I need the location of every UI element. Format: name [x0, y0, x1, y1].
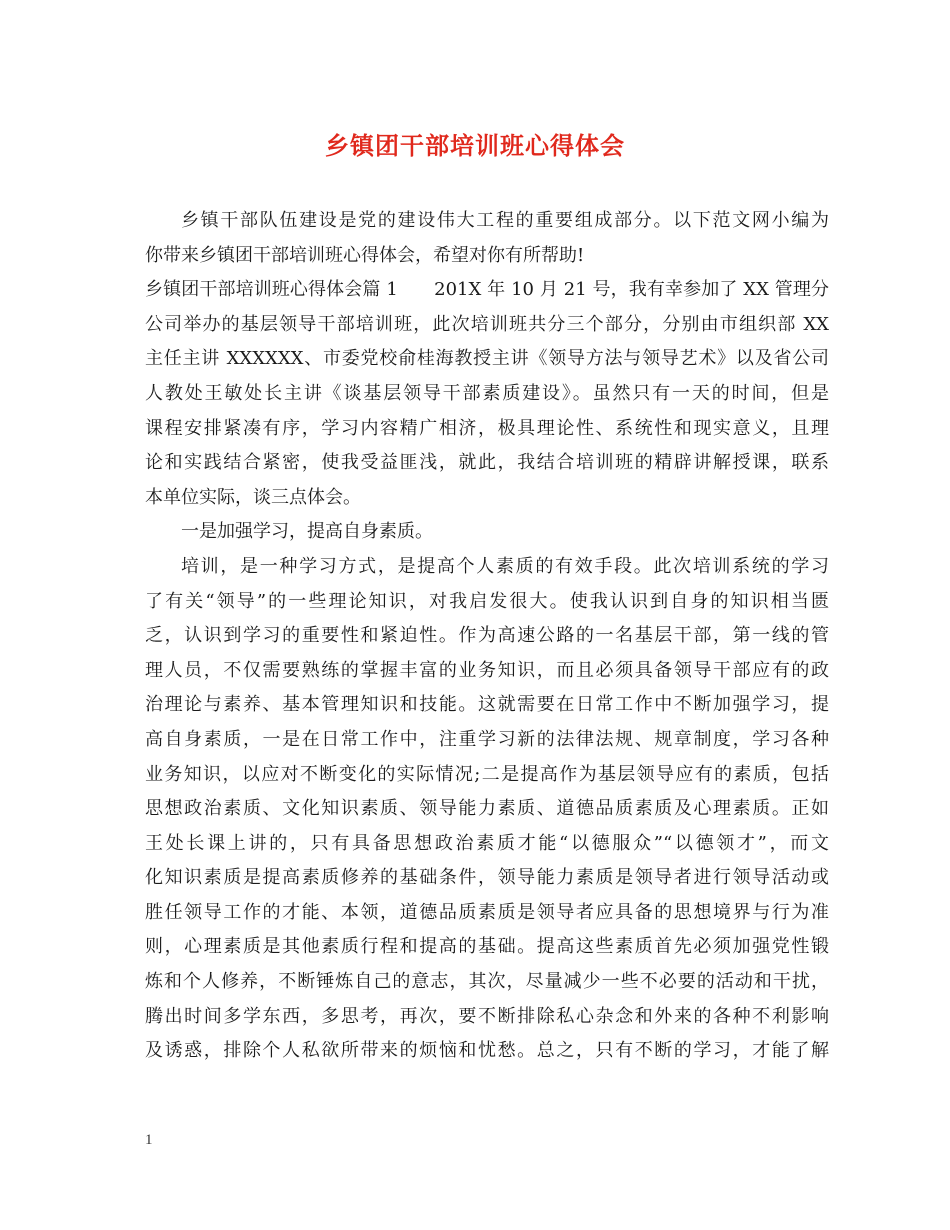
paragraph-line: 公司举办的基层领导干部培训班，此次培训班共分三个部分，分别由市组织部 XX — [145, 313, 829, 335]
paragraph-line: 腾出时间多学东西，多思考，再次，要不断排除私心杂念和外来的各种不利影响 — [145, 1005, 829, 1027]
paragraph-line: 业务知识，以应对不断变化的实际情况;二是提高作为基层领导应有的素质，包括 — [145, 763, 829, 785]
page-number: 1 — [145, 1132, 153, 1148]
paragraph-line: 论和实践结合紧密，使我受益匪浅，就此，我结合培训班的精辟讲解授课，联系 — [145, 452, 829, 474]
paragraph-line: 一是加强学习，提高自身素质。 — [181, 521, 433, 543]
paragraph-line: 高自身素质，一是在日常工作中，注重学习新的法律法规、规章制度，学习各种 — [145, 728, 829, 750]
paragraph-line: 王处长课上讲的，只有具备思想政治素质才能“以德服众”“以德领才”，而文 — [145, 832, 829, 854]
paragraph-line: 治理论与素养、基本管理知识和技能。这就需要在日常工作中不断加强学习，提 — [145, 694, 829, 716]
paragraph-line: 及诱惑，排除个人私欲所带来的烦恼和忧愁。总之，只有不断的学习，才能了解 — [145, 1040, 829, 1062]
paragraph-line: 培训，是一种学习方式，是提高个人素质的有效手段。此次培训系统的学习 — [181, 555, 829, 577]
paragraph-line: 了有关“领导”的一些理论知识，对我启发很大。使我认识到自身的知识相当匮 — [145, 590, 829, 612]
paragraph-line: 你带来乡镇团干部培训班心得体会，希望对你有所帮助! — [145, 244, 585, 266]
paragraph-line: 乡镇团干部培训班心得体会篇 1 201X 年 10 月 21 号，我有幸参加了 XX 管理分 — [145, 279, 829, 301]
paragraph-line: 乏，认识到学习的重要性和紧迫性。作为高速公路的一名基层干部，第一线的管 — [145, 625, 829, 647]
document-title: 乡镇团干部培训班心得体会 — [325, 131, 625, 160]
paragraph-line: 炼和个人修养，不断锤炼自己的意志，其次，尽量减少一些不必要的活动和干扰， — [145, 971, 829, 993]
paragraph-line: 思想政治素质、文化知识素质、领导能力素质、道德品质素质及心理素质。正如 — [145, 798, 829, 820]
paragraph-line: 主任主讲 XXXXXX、市委党校俞桂海教授主讲《领导方法与领导艺术》以及省公司 — [145, 348, 829, 370]
document-body — [145, 204, 829, 1069]
paragraph-line: 理人员，不仅需要熟练的掌握丰富的业务知识，而且必须具备领导干部应有的政 — [145, 659, 829, 681]
paragraph-line: 本单位实际，谈三点体会。 — [145, 486, 361, 508]
paragraph-line: 乡镇干部队伍建设是党的建设伟大工程的重要组成部分。以下范文网小编为 — [181, 210, 829, 231]
paragraph-line: 胜任领导工作的才能、本领，道德品质素质是领导者应具备的思想境界与行为准 — [145, 901, 829, 923]
paragraph-line: 化知识素质是提高素质修养的基础条件，领导能力素质是领导者进行领导活动或 — [145, 867, 829, 889]
paragraph-line: 则，心理素质是其他素质行程和提高的基础。提高这些素质首先必须加强党性锻 — [145, 936, 829, 958]
paragraph-line: 人教处王敏处长主讲《谈基层领导干部素质建设》。虽然只有一天的时间，但是 — [145, 382, 829, 404]
paragraph-line: 课程安排紧凑有序，学习内容精广相济，极具理论性、系统性和现实意义，且理 — [145, 417, 829, 439]
